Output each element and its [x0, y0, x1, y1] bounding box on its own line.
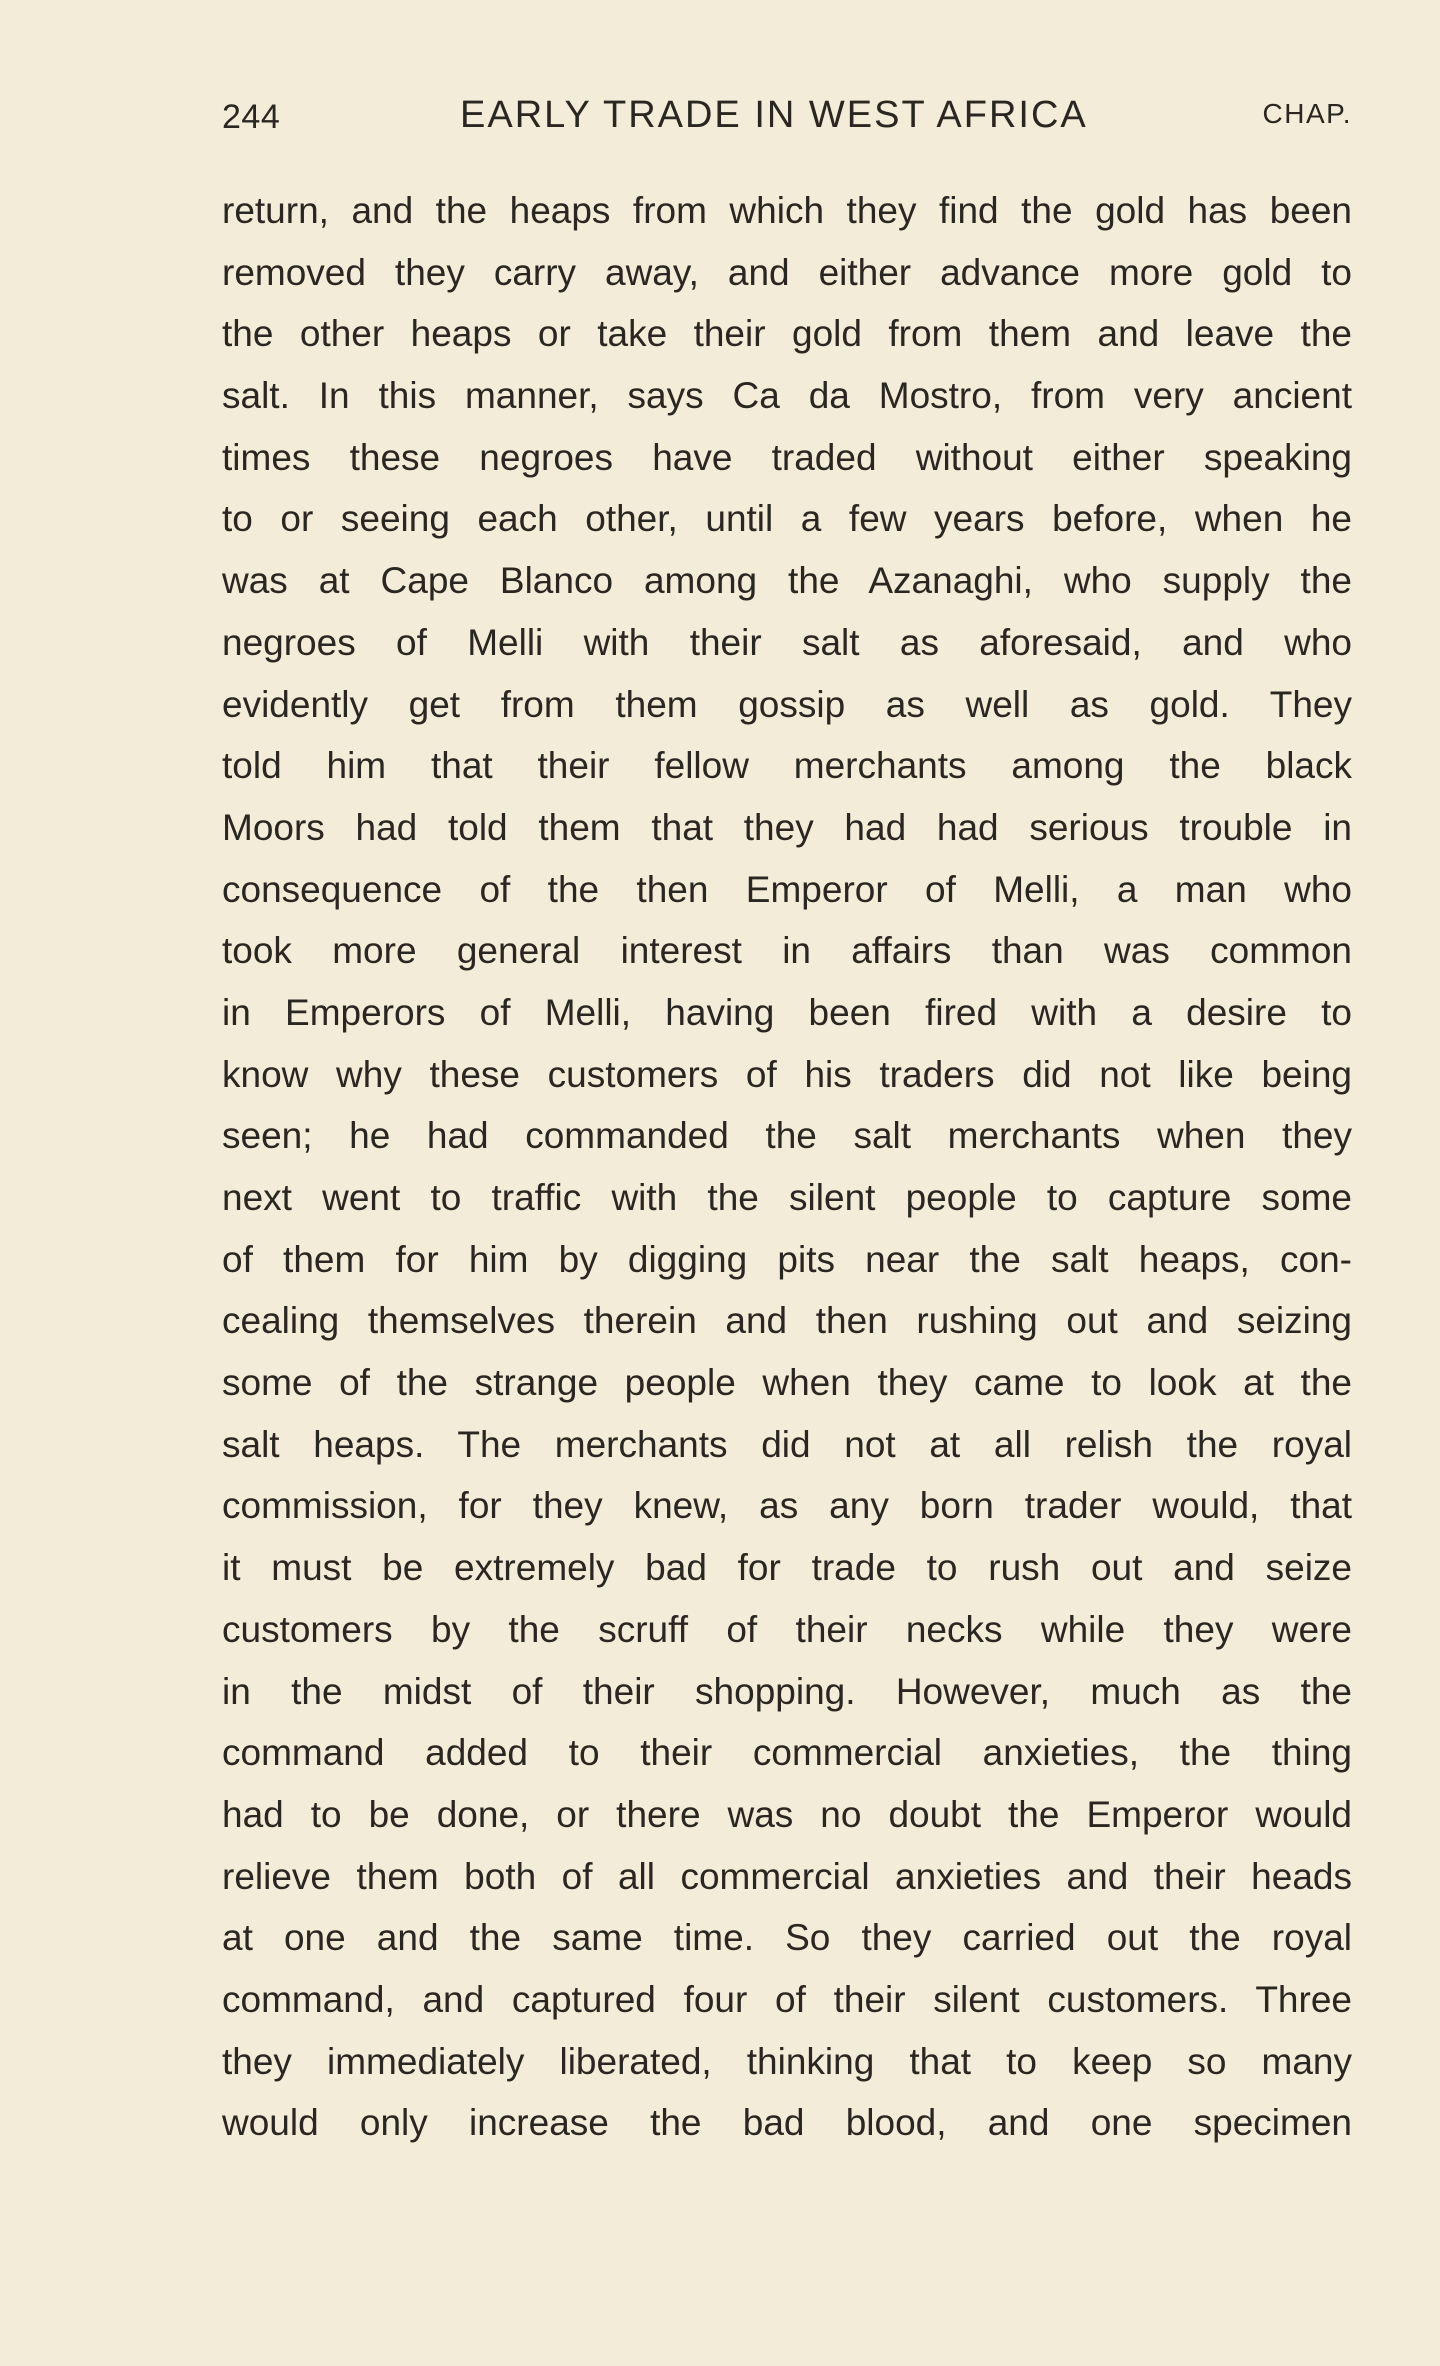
- text-line: return, and the heaps from which they find the gold has been: [222, 190, 1352, 231]
- page-number: 244: [222, 98, 281, 136]
- body-text: [222, 180, 1352, 2154]
- text-line: evidently get from them gossip as well as gold. They: [222, 683, 1352, 725]
- text-line: of them for him by digging pits near the salt heaps, con-: [222, 1238, 1352, 1280]
- text-line: negroes of Melli with their salt as aforesaid, and who: [222, 621, 1352, 663]
- text-line: at one and the same time. So they carried out the royal: [222, 1917, 1352, 1959]
- text-line: salt. In this manner, says Ca da Mostro, from very ancient: [222, 375, 1352, 417]
- text-line: command added to their commercial anxieties, the thing: [222, 1732, 1352, 1774]
- text-line: it must be extremely bad for trade to rush out and seize: [222, 1547, 1352, 1589]
- text-line: command, and captured four of their silent customers. Three: [222, 1978, 1352, 2020]
- chapter-label: CHAP.: [1262, 98, 1352, 129]
- text-line: took more general interest in affairs than was common: [222, 930, 1352, 972]
- text-line: know why these customers of his traders did not like being: [222, 1053, 1352, 1095]
- text-line: in Emperors of Melli, having been fired with a desire to: [222, 991, 1352, 1033]
- text-line: was at Cape Blanco among the Azanaghi, who supply the: [222, 560, 1352, 602]
- text-line: told him that their fellow merchants among the black: [222, 745, 1352, 787]
- text-line: salt heaps. The merchants did not at all relish the royal: [222, 1423, 1352, 1465]
- text-line: times these negroes have traded without either speaking: [222, 436, 1352, 478]
- text-line: customers by the scruff of their necks while they were: [222, 1608, 1352, 1650]
- text-line: consequence of the then Emperor of Melli, a man who: [222, 868, 1352, 910]
- text-line: some of the strange people when they came to look at the: [222, 1362, 1352, 1404]
- text-line: to or seeing each other, until a few years before, when he: [222, 498, 1352, 540]
- text-line: relieve them both of all commercial anxieties and their heads: [222, 1855, 1352, 1897]
- book-title: EARLY TRADE IN WEST AFRICA: [460, 94, 1088, 136]
- text-line: cealing themselves therein and then rushing out and seizing: [222, 1300, 1352, 1342]
- text-line: next went to traffic with the silent people to capture some: [222, 1177, 1352, 1218]
- text-line: would only increase the bad blood, and one specimen: [222, 2102, 1352, 2144]
- text-line: commission, for they knew, as any born trader would, that: [222, 1485, 1352, 1527]
- text-line: removed they carry away, and either advance more gold to: [222, 251, 1352, 293]
- text-line: they immediately liberated, thinking that to keep so many: [222, 2040, 1352, 2082]
- running-head: [222, 88, 1352, 148]
- text-line: in the midst of their shopping. However, much as the: [222, 1670, 1352, 1712]
- text-line: the other heaps or take their gold from them and leave the: [222, 313, 1352, 355]
- text-line: seen; he had commanded the salt merchants when they: [222, 1115, 1352, 1157]
- text-line: Moors had told them that they had had serious trouble in: [222, 806, 1352, 848]
- text-line: had to be done, or there was no doubt the Emperor would: [222, 1793, 1352, 1835]
